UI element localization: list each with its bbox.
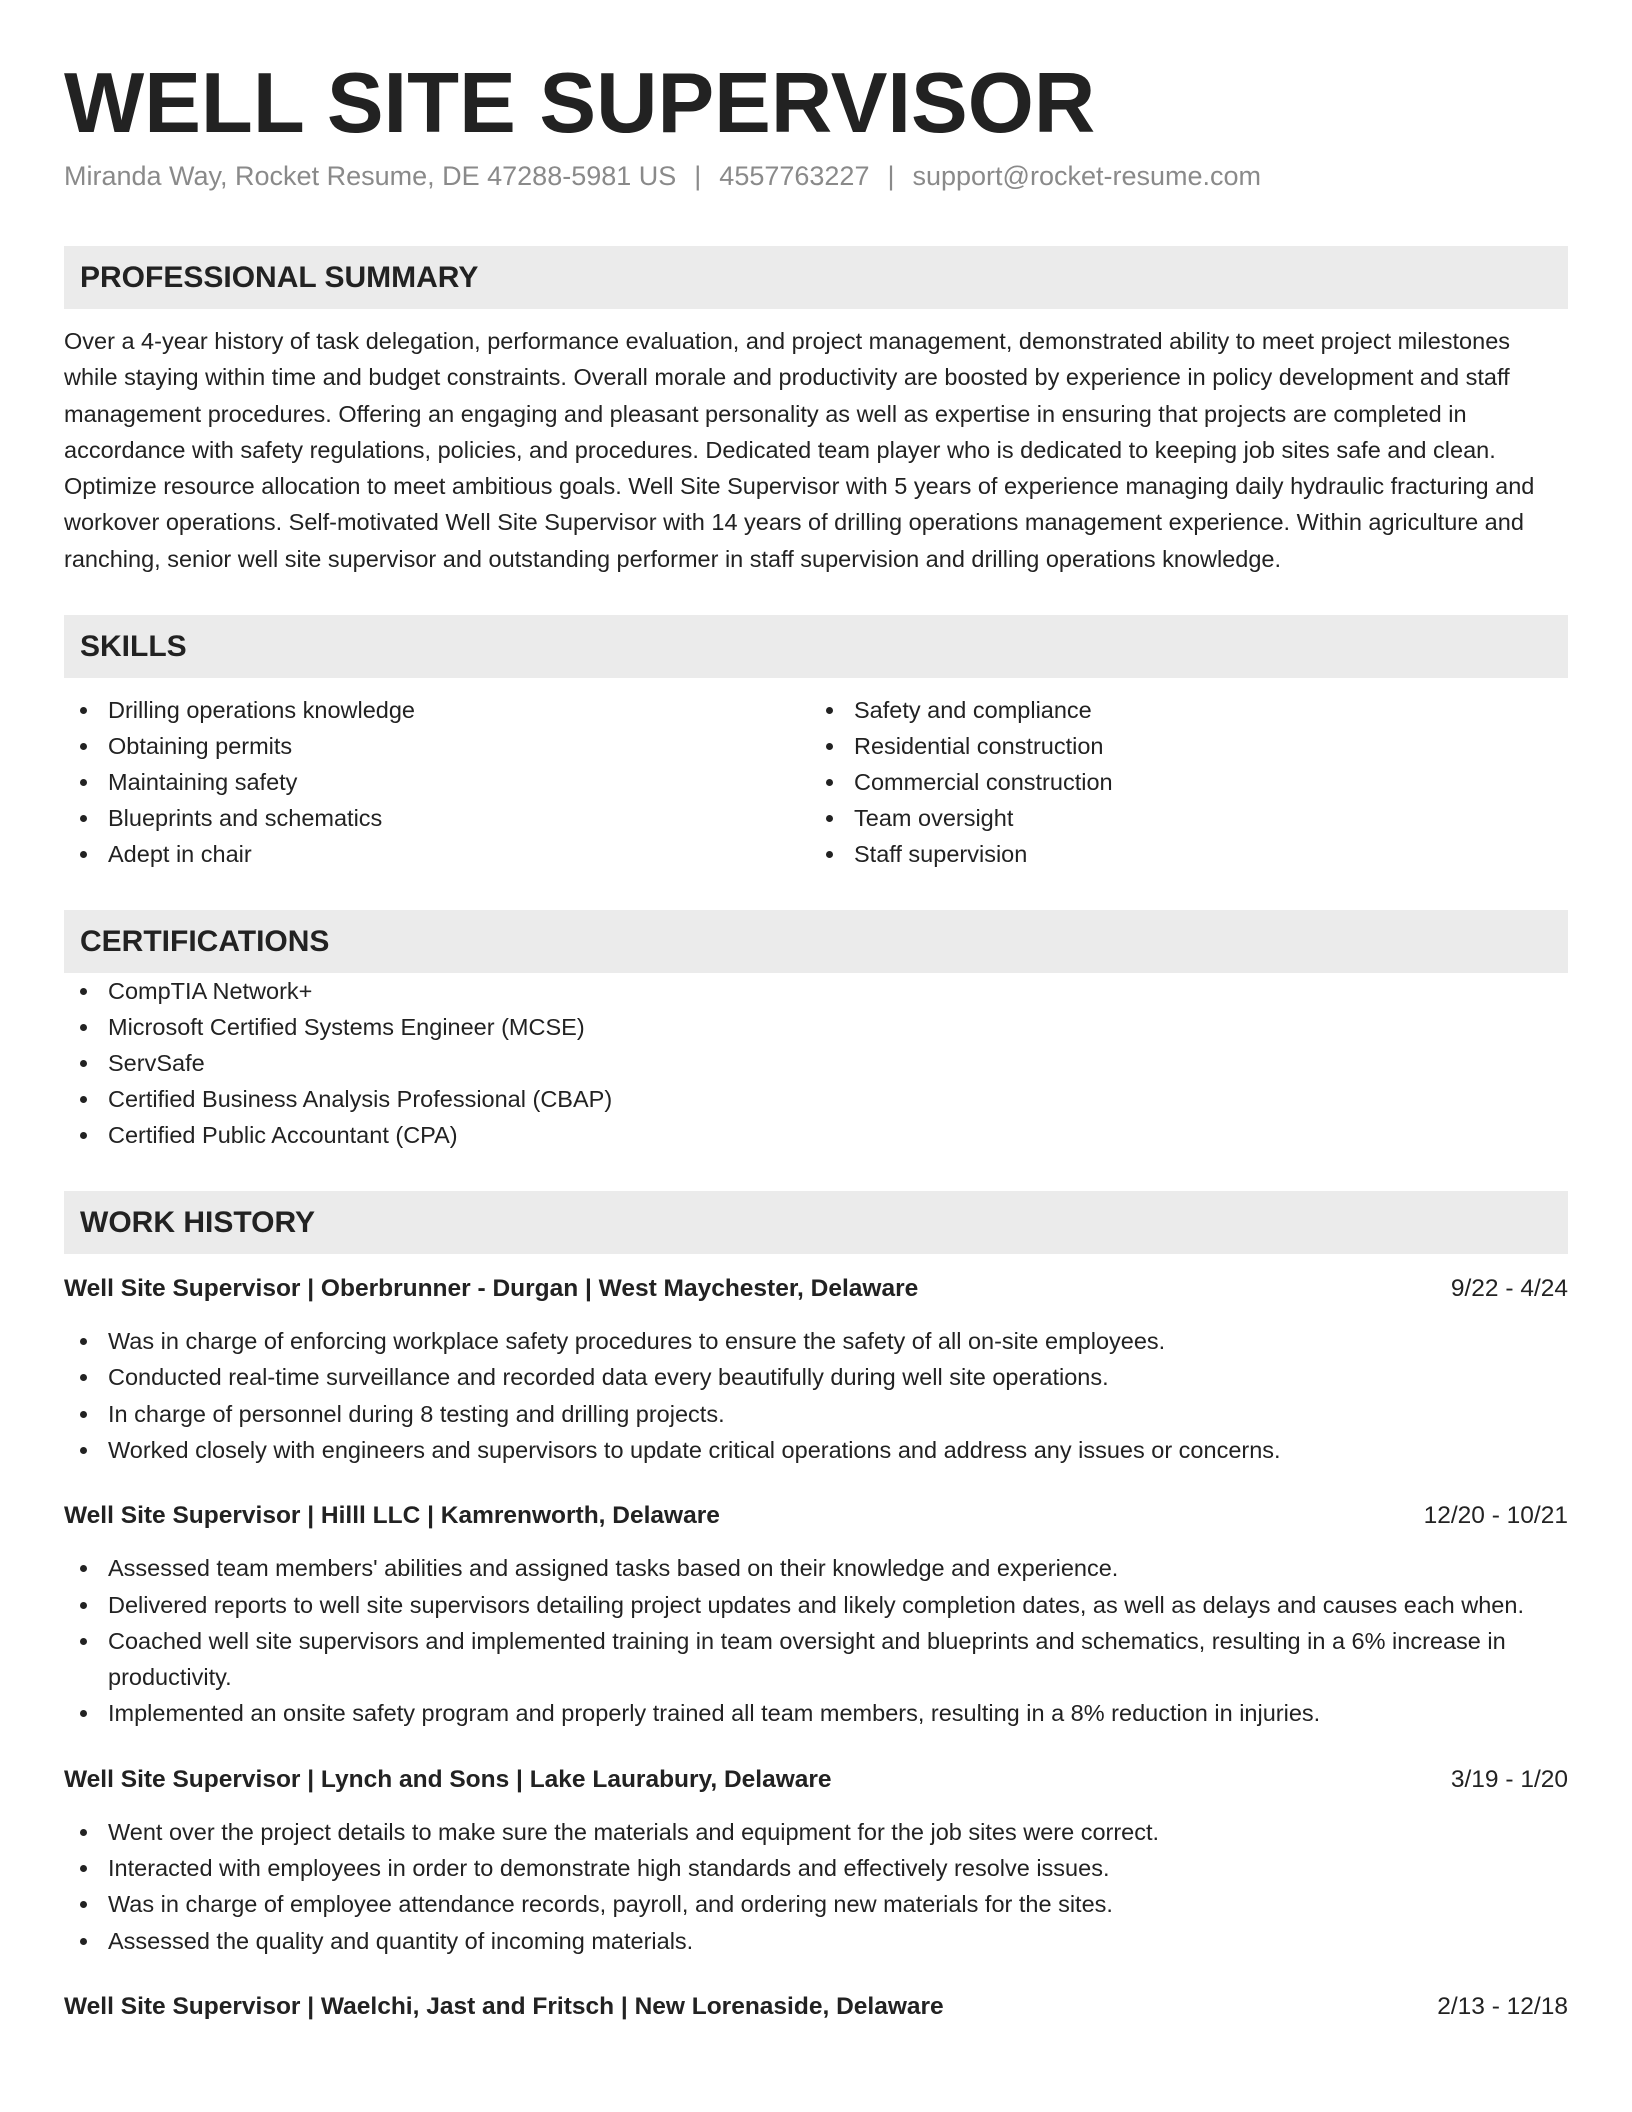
section-header-summary: PROFESSIONAL SUMMARY: [64, 246, 1568, 309]
skills-list-right: [816, 692, 1568, 872]
job-bullet: Assessed team members' abilities and assigned tasks based on their knowledge and experience.: [64, 1550, 1568, 1586]
job-bullet: Conducted real-time surveillance and recorded data every beautifully during well site operations.: [64, 1359, 1568, 1395]
job-bullet: Coached well site supervisors and implemented training in team oversight and blueprints and schematics, resulting in a 6% increase in productivity.: [64, 1623, 1568, 1696]
skill-item: Drilling operations knowledge: [64, 692, 816, 728]
resume-name: WELL SITE SUPERVISOR: [64, 56, 1096, 151]
contact-phone: 4557763227: [719, 161, 870, 191]
certification-item: Certified Public Accountant (CPA): [64, 1117, 1568, 1153]
job-header: [64, 1989, 1568, 2025]
skill-item: Obtaining permits: [64, 728, 816, 764]
job-header: [64, 1498, 1568, 1534]
job-bullet: Went over the project details to make sure the materials and equipment for the job sites were correct.: [64, 1814, 1568, 1850]
job-title: Well Site Supervisor | Oberbrunner - Durgan | West Maychester, Delaware: [64, 1275, 919, 1303]
certification-item: ServSafe: [64, 1045, 1568, 1081]
skill-item: Maintaining safety: [64, 764, 816, 800]
job-bullet: Delivered reports to well site supervisors detailing project updates and likely completion dates, as well as delays and causes each when.: [64, 1587, 1568, 1623]
job-bullet: Interacted with employees in order to demonstrate high standards and effectively resolve issues.: [64, 1850, 1568, 1886]
contact-separator: |: [887, 161, 895, 191]
job-bullet: Worked closely with engineers and supervisors to update critical operations and address any issues or concerns.: [64, 1432, 1568, 1468]
job-dates: 12/20 - 10/21: [1423, 1502, 1568, 1530]
skills-column-left: [64, 692, 816, 872]
job-title: Well Site Supervisor | Hilll LLC | Kamrenworth, Delaware: [64, 1502, 720, 1530]
skills-column-right: [816, 692, 1568, 872]
section-header-work-history: WORK HISTORY: [64, 1191, 1568, 1254]
job-bullet: Assessed the quality and quantity of incoming materials.: [64, 1923, 1568, 1959]
skill-item: Commercial construction: [816, 764, 1568, 800]
certification-item: Certified Business Analysis Professional (CBAP): [64, 1081, 1568, 1117]
job-header: [64, 1271, 1568, 1307]
job-bullets: [64, 1550, 1568, 1731]
job-bullet: In charge of personnel during 8 testing and drilling projects.: [64, 1396, 1568, 1432]
skill-item: Residential construction: [816, 728, 1568, 764]
job-entry: [64, 1271, 1568, 1468]
section-header-skills: SKILLS: [64, 615, 1568, 678]
job-bullets: [64, 1814, 1568, 1959]
contact-line: [64, 156, 1568, 196]
job-bullet: Was in charge of employee attendance records, payroll, and ordering new materials for the sites.: [64, 1886, 1568, 1922]
job-entry: [64, 1498, 1568, 1731]
contact-separator: |: [694, 161, 702, 191]
skill-item: Staff supervision: [816, 836, 1568, 872]
skill-item: Team oversight: [816, 800, 1568, 836]
skill-item: Blueprints and schematics: [64, 800, 816, 836]
job-dates: 2/13 - 12/18: [1437, 1992, 1568, 2020]
skills-grid: [64, 692, 1568, 872]
skills-list-left: [64, 692, 816, 872]
section-header-certifications: CERTIFICATIONS: [64, 910, 1568, 973]
contact-address: Miranda Way, Rocket Resume, DE 47288-5981 US: [64, 161, 677, 191]
skill-item: Safety and compliance: [816, 692, 1568, 728]
job-bullet: Implemented an onsite safety program and properly trained all team members, resulting in a 8% reduction in injuries.: [64, 1695, 1568, 1731]
job-bullet: Was in charge of enforcing workplace safety procedures to ensure the safety of all on-site employees.: [64, 1323, 1568, 1359]
job-dates: 9/22 - 4/24: [1450, 1275, 1568, 1303]
certification-item: Microsoft Certified Systems Engineer (MCSE): [64, 1009, 1568, 1045]
job-header: [64, 1762, 1568, 1798]
summary-text: Over a 4-year history of task delegation, performance evaluation, and project management, demonstrated ability to meet project milestones while staying within time and budget constraints. Overall morale and productivity are boosted by experience in policy development and staff management procedures. Offering an engaging and pleasant personality as well as expertise in ensuring that projects are completed in accordance with safety regulations, policies, and procedures. Dedicated team player who is dedicated to keeping job sites safe and clean. Optimize resource allocation to meet ambitious goals. Well Site Supervisor with 5 years of experience managing daily hydraulic fracturing and workover operations. Self-motivated Well Site Supervisor with 14 years of drilling operations management experience. Within agriculture and ranching, senior well site supervisor and outstanding performer in staff supervision and drilling operations knowledge.: [64, 328, 1535, 572]
job-entry: [64, 1762, 1568, 1959]
job-title: Well Site Supervisor | Lynch and Sons | Lake Laurabury, Delaware: [64, 1765, 832, 1793]
skill-item: Adept in chair: [64, 836, 816, 872]
certification-item: CompTIA Network+: [64, 973, 1568, 1009]
contact-email: support@rocket-resume.com: [912, 161, 1262, 191]
job-title: Well Site Supervisor | Waelchi, Jast and Fritsch | New Lorenaside, Delaware: [64, 1992, 944, 2020]
job-bullets: [64, 1323, 1568, 1468]
job-dates: 3/19 - 1/20: [1450, 1765, 1568, 1793]
job-entry: [64, 1989, 1568, 2025]
certifications-list: [64, 973, 1568, 1153]
